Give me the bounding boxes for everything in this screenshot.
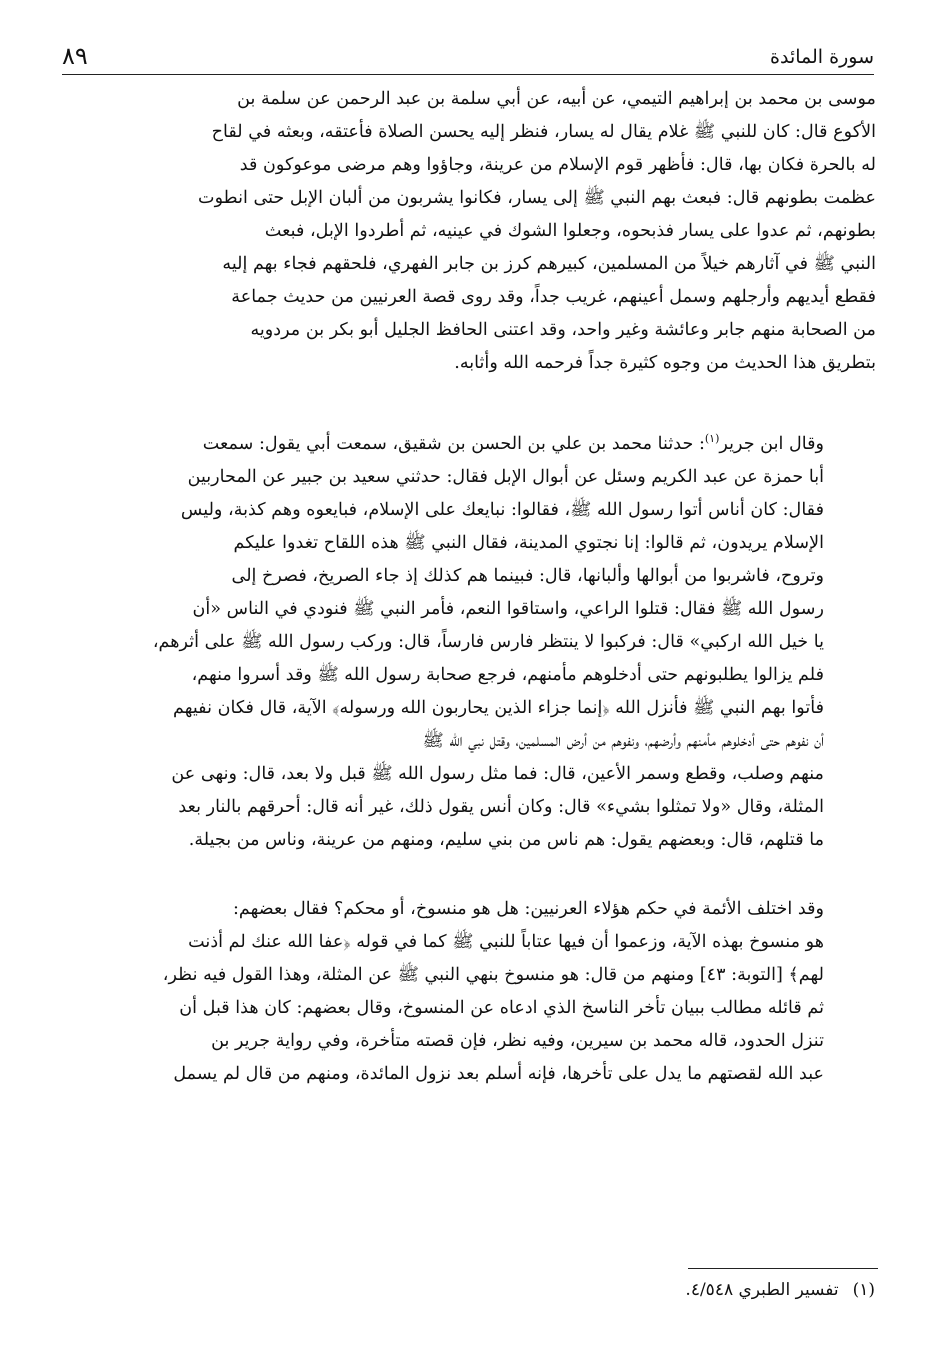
text-line: الأكوع قال: كان للنبي ﷺ غلام يقال له يسار، فنظر إليه يحسن الصلاة فأعتقه، وبعثه في لقاح [211, 122, 876, 142]
text-line: فأتوا بهم النبي ﷺ فأنزل الله ﴿إنما جزاء الذين يحاربون الله ورسوله﴾ الآية، قال فكان نفيهم [173, 697, 824, 718]
text-line: منهم وصلب، وقطع وسمر الأعين، قال: فما مثل رسول الله ﷺ قبل ولا بعد، قال: ونهى عن [171, 763, 824, 784]
text-line: عظمت بطونهم قال: فبعث بهم النبي ﷺ إلى يسار، فكانوا يشربون من ألبان الإبل حتى انطوت [198, 188, 876, 208]
text-line: هو منسوخ بهذه الآية، وزعموا أن فيها عتاباً للنبي ﷺ كما في قوله ﴿عفا الله عنك لم أذنت [188, 931, 824, 952]
text-line-first [56, 422, 876, 461]
footnote-reference: (١) [704, 432, 720, 445]
text-segment: : حدثنا محمد بن علي بن الحسن بن شقيق، سمعت أبي يقول: سمعت [202, 433, 705, 454]
text-line: لهم﴾ [التوبة: ٤٣] ومنهم من قال: هو منسوخ بنهي النبي ﷺ عن المثلة، وهذا القول فيه نظر، [162, 964, 824, 985]
text-line: له بالحرة فكان بها، قال: فأظهر قوم الإسلام من عرينة، وجاؤوا وهم مرضى موعوكون قد [239, 155, 876, 175]
text-line: أبا حمزة عن عبد الكريم وسئل عن أبوال الإبل فقال: حدثني سعيد بن جبير عن المحاربين [187, 466, 824, 487]
text-line: الإسلام يريدون، ثم قالوا: إنا نجتوي المدينة، فقال النبي ﷺ هذه اللقاح تغدوا عليكم [233, 532, 824, 553]
text-line: فلم يزالوا يطلبونهم حتى أدخلوهم مأمنهم، فرجع صحابة رسول الله ﷺ وقد أسروا منهم، [191, 664, 824, 685]
text-line: وتروح، فاشربوا من أبوالها وألبانها، قال: فبينما هم كذلك إذ جاء الصريخ، فصرخ إلى [231, 565, 824, 586]
text-line: موسى بن محمد بن إبراهيم التيمي، عن أبيه، عن أبي سلمة بن عبد الرحمن عن سلمة بن [237, 89, 876, 109]
footnote [375, 1280, 875, 1300]
paragraph-1 [56, 83, 876, 380]
page-header [62, 40, 874, 75]
text-line: فقطع أيديهم وأرجلهم وسمل أعينهم، غريب جداً، وقد روى قصة العرنيين من حديث جماعة [231, 287, 876, 307]
text-line: ما قتلهم، قال: وبعضهم يقول: هم ناس من بني سليم، ومنهم من عرينة، وناس من بجيلة. [188, 829, 824, 850]
text-line: المثلة، وقال «ولا تمثلوا بشيء» قال: وكان أنس يقول ذلك، غير أنه قال: أحرقهم بالنار بعد [178, 796, 824, 817]
text-line: فقال: كان أناس أتوا رسول الله ﷺ، فقالوا: نبايعك على الإسلام، فبايعوه وهم كذبة، وليس [180, 499, 824, 520]
text-line: من الصحابة منهم جابر وعائشة وغير واحد، وقد اعتنى الحافظ الجليل أبو بكر بن مردويه [250, 320, 876, 340]
page-number: ٨٩ [62, 42, 88, 70]
paragraph-3 [56, 893, 876, 1091]
text-line: يا خيل الله اركبي» قال: فركبوا لا ينتظر فارس فارساً، قال: وركب رسول الله ﷺ على أثرهم، [152, 631, 824, 652]
text-segment: وقال ابن جرير [719, 433, 824, 454]
footnote-number: (١) [852, 1280, 875, 1300]
text-line: بتطريق هذا الحديث من وجوه كثيرة جداً فرحمه الله وأثابه. [454, 353, 876, 373]
text-line: بطونهم، ثم عدوا على يسار فذبحوه، وجعلوا الشوك في عينيه، ثم أطردوا الإبل، فبعث [264, 221, 876, 241]
footnote-text: تفسير الطبري ٤/٥٤٨. [685, 1280, 839, 1300]
text-line-first: وقد اختلف الأئمة في حكم هؤلاء العرنيين: هل هو منسوخ، أو محكم؟ فقال بعضهم: [233, 898, 824, 919]
text-line: أن نفوهم حتى أدخلوهم مأمنهم وأرضهم، ونفوهم من أرض المسلمين، وقتل نبي الله ﷺ [422, 730, 824, 751]
page-body [56, 83, 876, 1091]
paragraph-2 [56, 422, 876, 857]
text-line: تنزل الحدود، قاله محمد بن سيرين، وفيه نظر، فإن قصته متأخرة، وفي رواية جرير بن [211, 1030, 824, 1051]
text-line: عبد الله لقصتهم ما يدل على تأخرها، فإنه أسلم بعد نزول المائدة، ومنهم من قال لم يسمل [173, 1063, 824, 1084]
text-line: ثم قائله مطالب ببيان تأخر الناسخ الذي ادعاه عن المنسوخ، وقال بعضهم: كان هذا قبل أن [179, 997, 824, 1018]
text-line: رسول الله ﷺ فقال: قتلوا الراعي، واستاقوا النعم، فأمر النبي ﷺ فنودي في الناس «أن [192, 598, 824, 619]
text-line: النبي ﷺ في آثارهم خيلاً من المسلمين، كبيرهم كرز بن جابر الفهري، فلحقهم فجاء بهم إليه [222, 254, 876, 274]
footnote-divider [688, 1268, 878, 1269]
surah-title: سورة المائدة [770, 46, 874, 68]
